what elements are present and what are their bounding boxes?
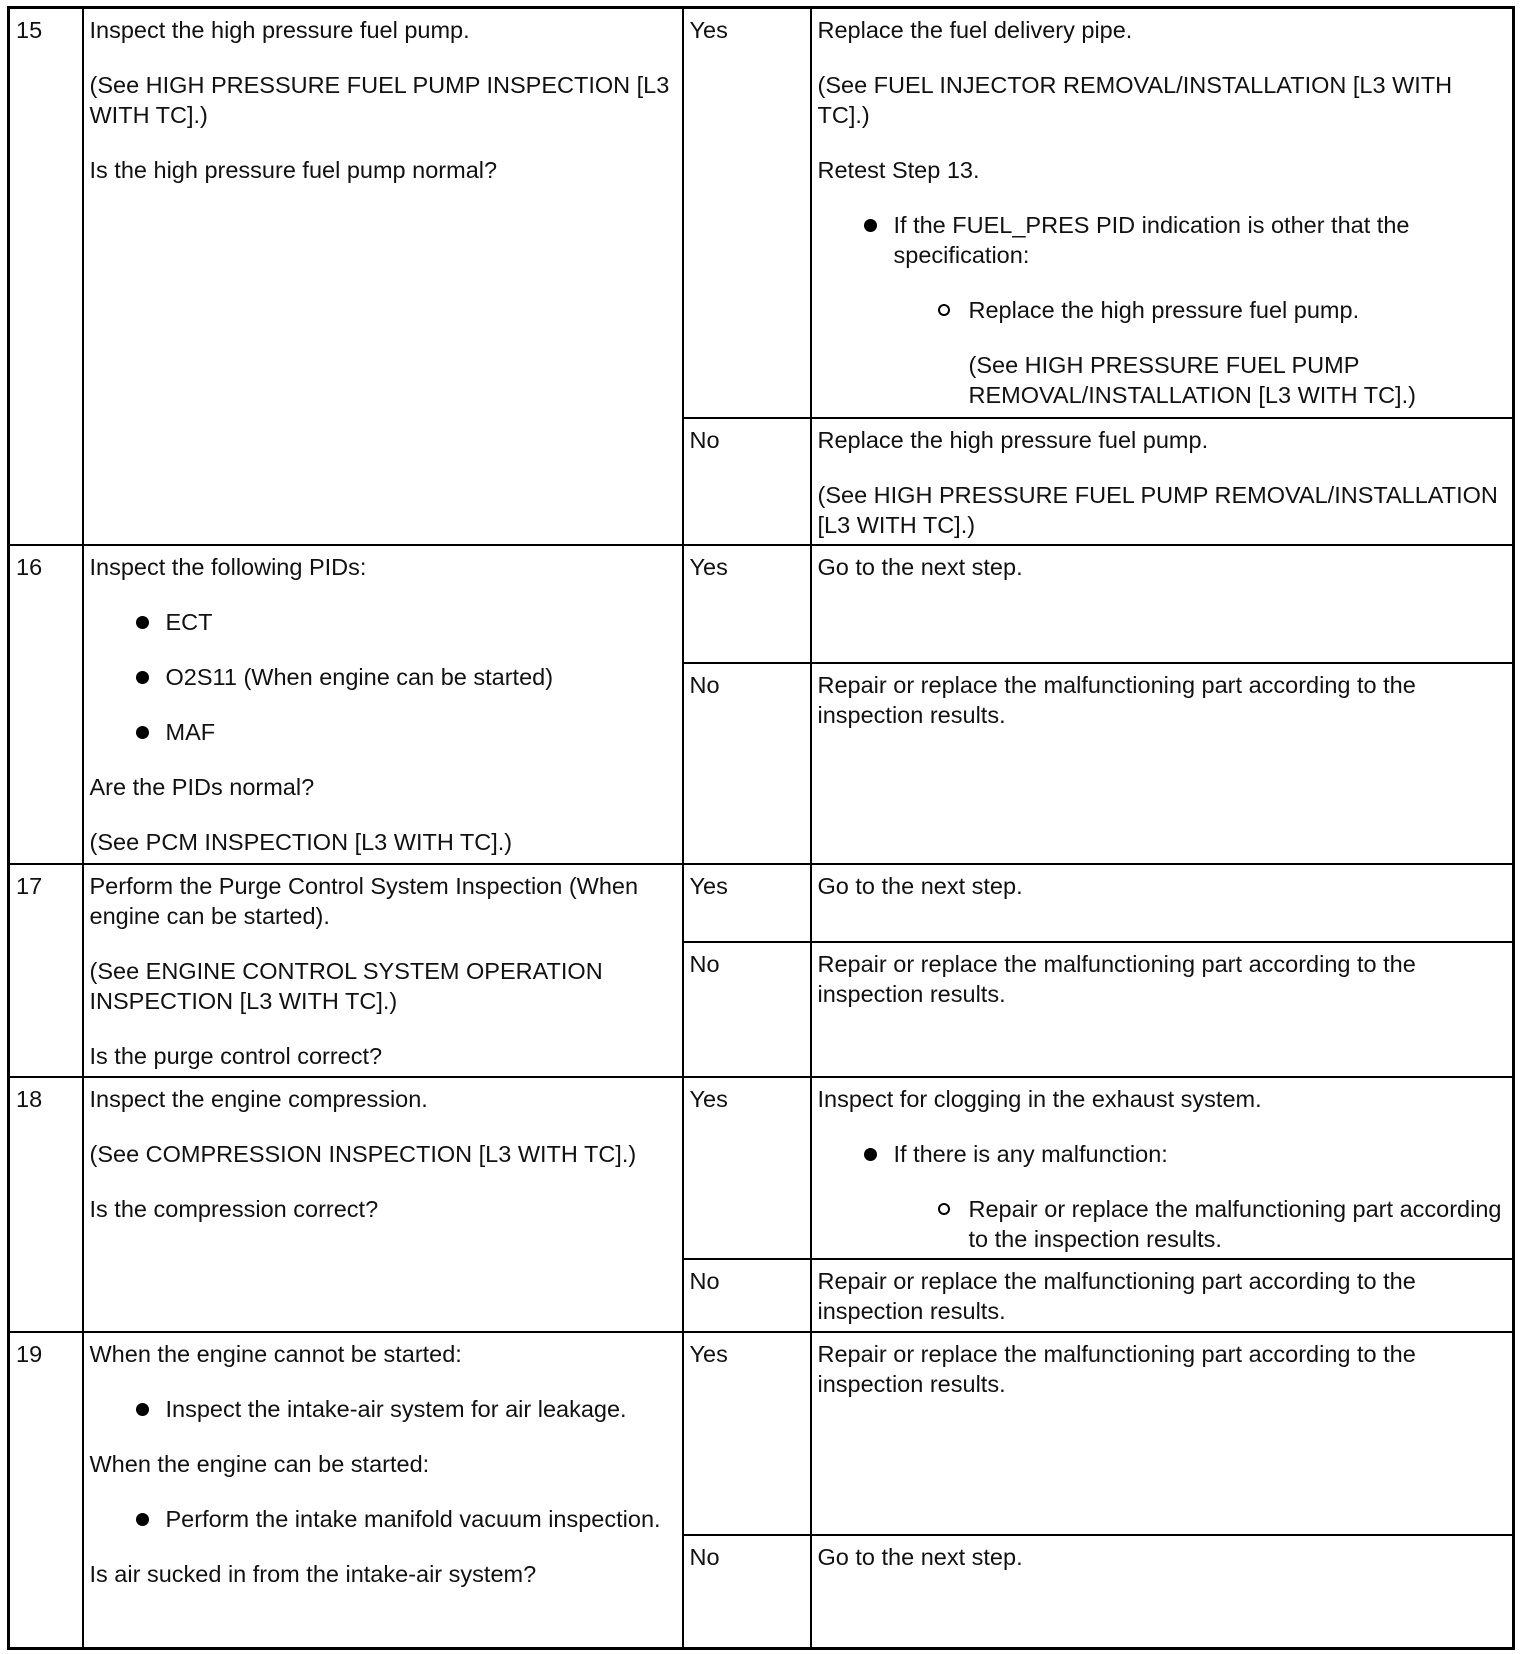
reference-text: (See HIGH PRESSURE FUEL PUMP REMOVAL/INSTALLATION [L3 WITH TC].)	[968, 352, 1416, 408]
no-label: No	[683, 1259, 811, 1332]
step-18-yes-row	[9, 1077, 1514, 1259]
step-17-yes-row	[9, 864, 1514, 942]
reference-text: (See FUEL INJECTOR REMOVAL/INSTALLATION [L3 WITH TC].)	[817, 72, 1453, 128]
action-text: Inspect the engine compression.	[89, 1085, 428, 1112]
bullet-text: If the FUEL_PRES PID indication is other that the specification:	[893, 212, 1410, 268]
bullet-dot-icon	[864, 1148, 877, 1161]
yes-result	[811, 1332, 1514, 1535]
yes-label: Yes	[683, 1077, 811, 1259]
action-text: Inspect the high pressure fuel pump.	[89, 17, 470, 43]
diagnostic-procedure-table	[7, 6, 1515, 1650]
result-text: Repair or replace the malfunctioning part according to the inspection results.	[817, 671, 1416, 728]
result-text: Repair or replace the malfunctioning part according to the inspection results.	[817, 1267, 1416, 1324]
step-action	[83, 1332, 683, 1649]
reference-text: (See PCM INSPECTION [L3 WITH TC].)	[89, 828, 513, 855]
bullet-item	[90, 1394, 677, 1424]
question-text: Is the purge control correct?	[89, 1042, 383, 1069]
step-number: 17	[9, 864, 83, 1077]
step-number: 19	[9, 1332, 83, 1649]
no-result	[811, 663, 1514, 864]
yes-label: Yes	[683, 8, 811, 418]
sub-bullet-item	[818, 1194, 1508, 1254]
bullet-item	[818, 210, 1508, 270]
yes-label: Yes	[683, 545, 811, 663]
yes-label: Yes	[683, 1332, 811, 1535]
result-text: Go to the next step.	[817, 872, 1023, 899]
question-text: Is the compression correct?	[89, 1195, 379, 1222]
step-15-yes-row	[9, 8, 1514, 418]
step-action	[83, 864, 683, 1077]
bullet-dot-icon	[136, 1513, 149, 1526]
sub-bullet-item	[818, 295, 1508, 410]
no-result	[811, 1259, 1514, 1332]
bullet-text: O2S11 (When engine can be started)	[165, 663, 554, 690]
question-text: Is the high pressure fuel pump normal?	[89, 157, 498, 183]
bullet-circle-icon	[938, 304, 950, 316]
yes-result	[811, 8, 1514, 418]
reference-text: (See HIGH PRESSURE FUEL PUMP INSPECTION [L3 WITH TC].)	[89, 72, 670, 128]
no-label: No	[683, 663, 811, 864]
result-text: Inspect for clogging in the exhaust system.	[817, 1085, 1262, 1112]
bullet-text: Inspect the intake-air system for air leakage.	[165, 1395, 627, 1422]
bullet-item	[90, 607, 677, 637]
result-text: Replace the high pressure fuel pump.	[817, 426, 1209, 453]
action-text: When the engine can be started:	[89, 1450, 430, 1477]
step-action	[83, 8, 683, 545]
yes-label: Yes	[683, 864, 811, 942]
bullet-dot-icon	[864, 219, 877, 232]
reference-text: (See HIGH PRESSURE FUEL PUMP REMOVAL/INSTALLATION [L3 WITH TC].)	[817, 481, 1498, 538]
yes-result	[811, 1077, 1514, 1259]
no-label: No	[683, 1535, 811, 1649]
bullet-dot-icon	[136, 726, 149, 739]
sub-bullet-text: Replace the high pressure fuel pump.	[968, 297, 1360, 323]
yes-result	[811, 545, 1514, 663]
result-text: Repair or replace the malfunctioning part according to the inspection results.	[817, 1340, 1416, 1397]
yes-result	[811, 864, 1514, 942]
bullet-dot-icon	[136, 616, 149, 629]
result-text: Go to the next step.	[817, 553, 1023, 580]
action-text: When the engine cannot be started:	[89, 1340, 462, 1367]
bullet-text: ECT	[165, 608, 213, 635]
step-number: 15	[9, 8, 83, 545]
sub-bullet-text: Repair or replace the malfunctioning part according to the inspection results.	[968, 1195, 1502, 1252]
result-text: Replace the fuel delivery pipe.	[817, 17, 1133, 43]
result-text: Go to the next step.	[817, 1543, 1023, 1570]
bullet-text: If there is any malfunction:	[893, 1140, 1168, 1167]
result-text: Retest Step 13.	[817, 157, 980, 183]
reference-text: (See ENGINE CONTROL SYSTEM OPERATION INSPECTION [L3 WITH TC].)	[89, 957, 603, 1014]
question-text: Is air sucked in from the intake-air system?	[89, 1560, 537, 1587]
no-label: No	[683, 418, 811, 545]
step-action	[83, 545, 683, 864]
reference-text: (See COMPRESSION INSPECTION [L3 WITH TC].)	[89, 1140, 637, 1167]
bullet-text: MAF	[165, 718, 216, 745]
bullet-item	[90, 717, 677, 747]
step-19-yes-row	[9, 1332, 1514, 1535]
bullet-item	[90, 1504, 677, 1534]
bullet-dot-icon	[136, 671, 149, 684]
step-number: 18	[9, 1077, 83, 1332]
result-text: Repair or replace the malfunctioning part according to the inspection results.	[817, 950, 1416, 1007]
no-label: No	[683, 942, 811, 1077]
no-result	[811, 418, 1514, 545]
no-result	[811, 942, 1514, 1077]
no-result	[811, 1535, 1514, 1649]
bullet-text: Perform the intake manifold vacuum inspection.	[165, 1505, 661, 1532]
bullet-dot-icon	[136, 1403, 149, 1416]
action-text: Inspect the following PIDs:	[89, 553, 367, 580]
step-16-yes-row	[9, 545, 1514, 663]
action-text: Perform the Purge Control System Inspection (When engine can be started).	[89, 872, 639, 929]
question-text: Are the PIDs normal?	[89, 773, 315, 800]
step-action	[83, 1077, 683, 1332]
step-number: 16	[9, 545, 83, 864]
bullet-circle-icon	[938, 1203, 950, 1215]
bullet-item	[818, 1139, 1508, 1169]
bullet-item	[90, 662, 677, 692]
